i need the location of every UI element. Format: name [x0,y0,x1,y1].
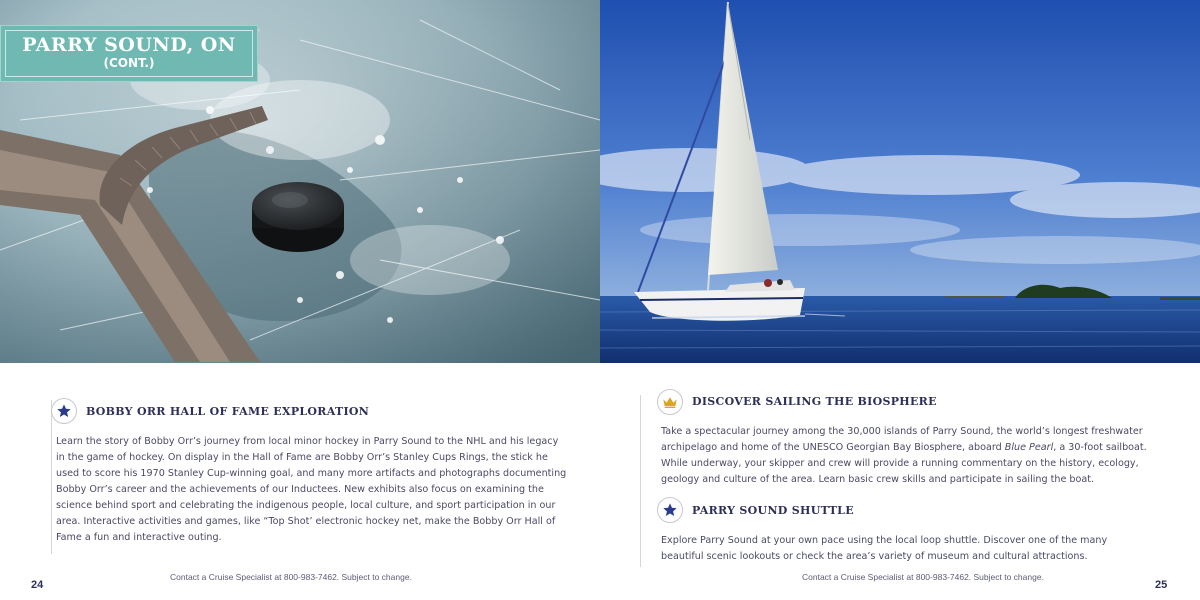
body-line: While underway, your skipper and crew will provide a running commentary on the history, ecology, [661,458,1139,469]
body-line: used to score his 1970 Stanley Cup-winning goal, and many more artifacts and photographs documenting [56,468,567,479]
boat-name: Blue Pearl [1004,442,1054,453]
page-subtitle: (CONT.) [103,56,155,70]
right-section2-badge [657,497,683,523]
section-heading-shuttle: PARRY SOUND SHUTTLE [692,504,854,517]
section-body-sailing [661,424,1181,488]
left-section-badge [51,398,77,424]
section-heading-bobby-orr: BOBBY ORR HALL OF FAME EXPLORATION [86,405,370,418]
title-banner [0,25,258,82]
section-heading-sailing: DISCOVER SAILING THE BIOSPHERE [692,395,937,408]
body-line: beautiful scenic lookouts or check the area’s variety of museum and cultural attractions. [661,551,1088,562]
left-footer-note: Contact a Cruise Specialist at 800-983-7462. Subject to change. [170,572,412,582]
body-line: geology and culture of the area. Learn basic crew skills and participate in sailing the boat. [661,474,1095,485]
body-line: Learn the story of Bobby Orr’s journey from local minor hockey in Parry Sound to the NHL and his legacy [56,436,559,447]
crown-icon [662,395,678,409]
left-section-rule [51,400,52,554]
right-footer-note: Contact a Cruise Specialist at 800-983-7462. Subject to change. [802,572,1044,582]
body-line: science behind sport and celebrating the indigenous people, local culture, and sport participation in our [56,500,556,511]
page-number-right: 25 [1155,579,1168,591]
page-title: PARRY SOUND, ON [22,34,236,56]
right-section-rule [640,395,641,567]
body-line: area. Interactive activities and games, like “Top Shot’ electronic hockey net, make the Bobby Orr Hall of [56,516,556,527]
section-body-bobby-orr [56,434,576,546]
sailboat-photo [600,0,1200,363]
body-line: archipelago and home of the UNESCO Georgian Bay Biosphere, aboard Blue Pearl, a 30-foot sailboat. [661,442,1147,453]
star-icon [56,403,72,419]
right-section1-badge [657,389,683,415]
body-line: Explore Parry Sound at your own pace using the local loop shuttle. Discover one of the many [661,535,1108,546]
section-body-shuttle [661,533,1181,565]
body-line: Bobby Orr’s career and the achievements of our Inductees. New exhibits also focus on examining the [56,484,544,495]
body-line: Fame a fun and interactive outing. [56,532,222,543]
body-line: Take a spectacular journey among the 30,000 islands of Parry Sound, the world’s longest freshwater [661,426,1143,437]
star-icon [662,502,678,518]
page-number-left: 24 [31,579,44,591]
body-line: in the game of hockey. On display in the Hall of Fame are Bobby Orr’s Stanley Cups Rings, the stick he [56,452,548,463]
